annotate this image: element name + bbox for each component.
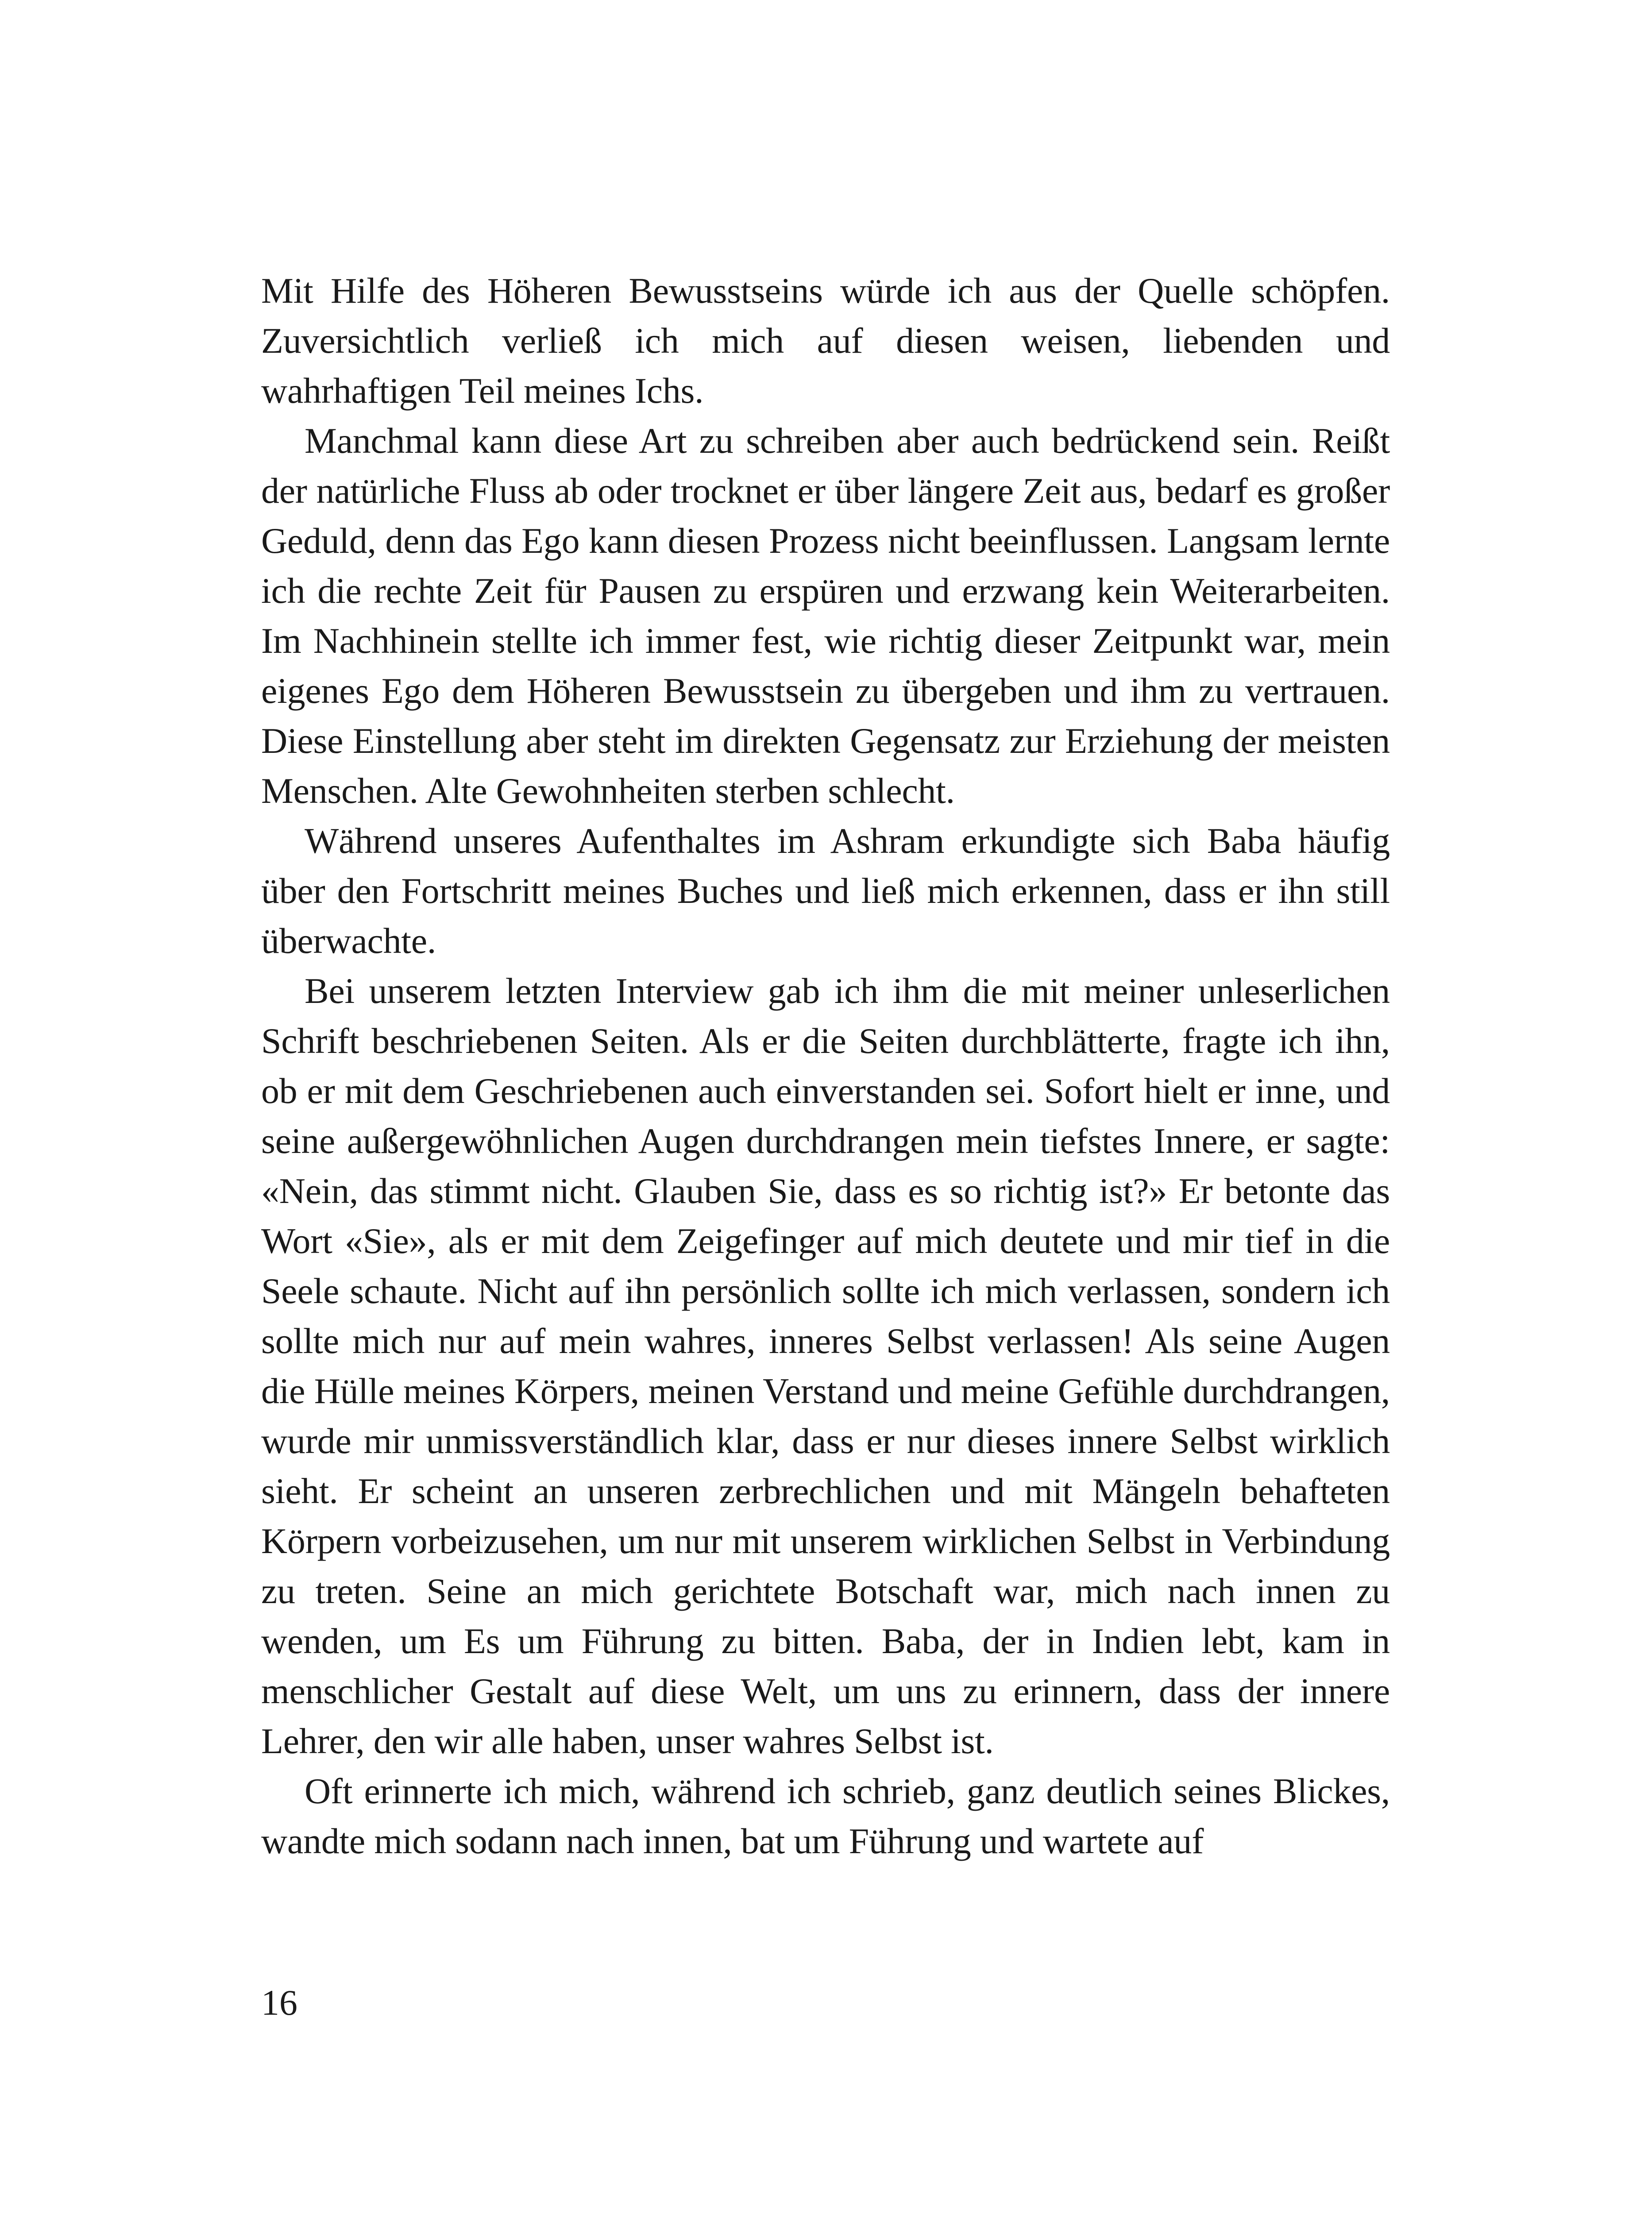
body-text [261, 266, 1390, 1866]
paragraph-1: Mit Hilfe des Höheren Bewusstseins würde ich aus der Quelle schöpfen. Zuversichtlich verließ ich mich auf diesen weisen, liebenden und wahrhaftigen Teil meines Ichs. [261, 270, 1390, 411]
paragraph-2: Manchmal kann diese Art zu schreiben aber auch bedrückend sein. Reißt der natürliche Fluss ab oder trocknet er über längere Zeit aus, bedarf es großer Geduld, denn das Ego kann diesen Prozess nicht beeinflussen. Langsam lernte ich die rechte Zeit für Pausen zu erspüren und erzwang kein Weiterarbeiten. Im Nachhinein stellte ich immer fest, wie richtig dieser Zeitpunkt war, mein eigenes Ego dem Höheren Bewusstsein zu übergeben und ihm zu vertrauen. Diese Einstellung aber steht im direkten Gegensatz zur Erziehung der meisten Menschen. Alte Gewohnheiten sterben schlecht. [261, 420, 1390, 811]
paragraph-5: Oft erinnerte ich mich, während ich schrieb, ganz deutlich seines Blickes, wandte mich sodann nach innen, bat um Führung und wartete auf [261, 1771, 1390, 1861]
paragraph-3: Während unseres Aufenthaltes im Ashram erkundigte sich Baba häufig über den Fortschritt meines Buches und ließ mich erkennen, dass er ihn still überwachte. [261, 821, 1390, 961]
paragraph-4: Bei unserem letzten Interview gab ich ihm die mit meiner unleserlichen Schrift beschriebenen Seiten. Als er die Seiten durchblätterte, fragte ich ihn, ob er mit dem Geschriebenen auch einverstanden sei. Sofort hielt er inne, und seine außergewöhnlichen Augen durchdrangen mein tiefstes Innere, er sagte: «Nein, das stimmt nicht. Glauben Sie, dass es so richtig ist?» Er betonte das Wort «Sie», als er mit dem Zeigefinger auf mich deutete und mir tief in die Seele schaute. Nicht auf ihn persönlich sollte ich mich verlassen, sondern ich sollte mich nur auf mein wahres, inneres Selbst verlassen! Als seine Augen die Hülle meines Körpers, meinen Verstand und meine Gefühle durchdrangen, wurde mir unmissverständlich klar, dass er nur dieses innere Selbst wirklich sieht. Er scheint an unseren zerbrechlichen und mit Mängeln behafteten Körpern vorbeizusehen, um nur mit unserem wirklichen Selbst in Verbindung zu treten. Seine an mich gerichtete Botschaft war, mich nach innen zu wenden, um Es um Führung zu bitten. Baba, der in Indien lebt, kam in menschlicher Gestalt auf diese Welt, um uns zu erinnern, dass der innere Lehrer, den wir alle haben, unser wahres Selbst ist. [261, 971, 1390, 1761]
page-number: 16 [261, 1982, 297, 2023]
